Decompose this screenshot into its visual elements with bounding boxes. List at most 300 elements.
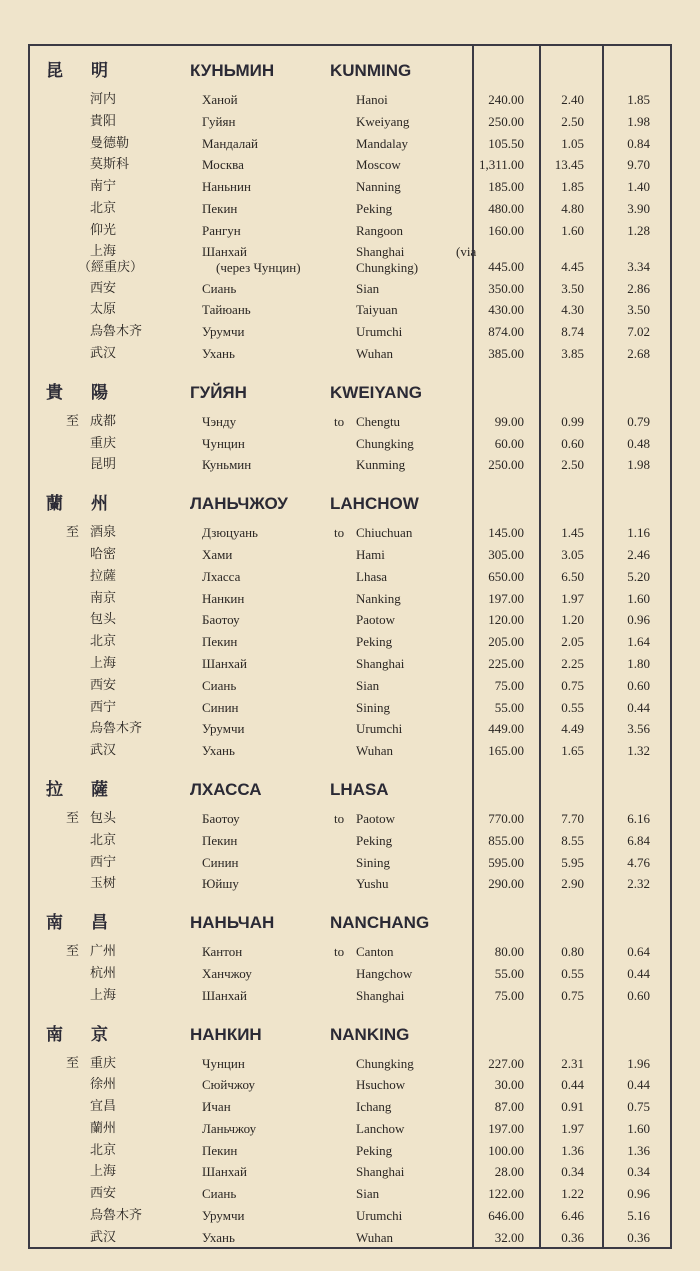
parcel-rate-value: 9.70 xyxy=(627,157,650,173)
destination-en: Shanghai xyxy=(356,655,405,671)
fare-value: 185.00 xyxy=(488,179,524,195)
fare-value: 225.00 xyxy=(488,655,524,671)
fare-value: 855.00 xyxy=(488,832,524,848)
fare-value: 145.00 xyxy=(488,525,524,541)
baggage-rate-value: 0.91 xyxy=(561,1099,584,1115)
destination-en: Peking xyxy=(356,634,393,650)
fare-value: 160.00 xyxy=(488,222,524,238)
destination-ru: Юйшу xyxy=(202,876,239,892)
parcel-rate-value: 1.60 xyxy=(627,1120,650,1136)
parcel-rate-value: 1.36 xyxy=(627,1142,650,1158)
parcel-rate-value: 0.36 xyxy=(627,1229,650,1245)
destination-prefix: 至 xyxy=(66,525,80,541)
destination-en: Shanghai xyxy=(356,1164,405,1180)
destination-prefix: 至 xyxy=(66,1055,80,1071)
destination-ru: Урумчи xyxy=(202,721,245,737)
table-row xyxy=(0,176,700,198)
destination-zh: 西安 xyxy=(90,1186,117,1202)
table-row xyxy=(0,1074,700,1096)
section-header xyxy=(0,909,700,937)
baggage-rate-value: 0.44 xyxy=(561,1077,584,1093)
destination-zh: 河内 xyxy=(90,92,117,107)
destination-zh: 包头 xyxy=(90,810,117,826)
parcel-rate-value: 0.60 xyxy=(627,677,650,693)
baggage-rate-value: 0.55 xyxy=(561,965,584,981)
destination-en: Wuhan xyxy=(356,1229,394,1245)
destination-en: Chiuchuan xyxy=(356,525,413,541)
destination-en: Wuhan xyxy=(356,743,394,759)
baggage-rate-value: 0.75 xyxy=(561,987,584,1003)
fare-value: 385.00 xyxy=(488,345,524,361)
baggage-rate-value: 8.74 xyxy=(561,324,584,340)
destination-ru: Ичан xyxy=(202,1099,231,1115)
fare-value: 165.00 xyxy=(488,743,524,759)
destination-zh: 西宁 xyxy=(90,854,117,870)
fare-value: 874.00 xyxy=(488,324,524,340)
destination-zh: 蘭州 xyxy=(90,1120,117,1136)
origin-city-en: KWEIYANG xyxy=(330,382,422,402)
origin-city-zh: 昆明 xyxy=(46,61,136,81)
destination-ru: Ухань xyxy=(202,1229,235,1245)
destination-ru: Пекин xyxy=(202,832,238,848)
destination-ru: Наньнин xyxy=(202,179,251,195)
parcel-rate-value: 0.64 xyxy=(627,944,650,960)
fare-value: 1,311.00 xyxy=(478,157,524,173)
destination-en: Sian xyxy=(356,280,380,296)
destination-ru: Сиань xyxy=(202,1186,237,1202)
parcel-rate-value: 7.02 xyxy=(627,324,650,340)
destination-ru: Куньмин xyxy=(202,457,252,473)
destination-en: Urumchi xyxy=(356,324,403,340)
destination-zh: 拉薩 xyxy=(90,568,117,584)
table-row xyxy=(0,830,700,852)
baggage-rate-value: 2.50 xyxy=(561,457,584,473)
baggage-rate-value: 0.99 xyxy=(561,413,584,429)
destination-prefix: 至 xyxy=(66,944,80,960)
baggage-rate-value: 2.25 xyxy=(561,655,584,671)
baggage-rate-value: 2.40 xyxy=(561,92,584,107)
table-row xyxy=(0,220,700,242)
destination-en: Chengtu xyxy=(356,413,401,429)
fare-value: 290.00 xyxy=(488,876,524,892)
fare-value: 32.00 xyxy=(494,1229,524,1245)
baggage-rate-value: 0.80 xyxy=(561,944,584,960)
origin-city-en: NANKING xyxy=(330,1024,410,1044)
destination-en: Wuhan xyxy=(356,345,394,361)
destination-ru: Чунцин xyxy=(202,1055,245,1071)
destination-ru: Урумчи xyxy=(202,1208,245,1224)
route-section xyxy=(0,490,700,762)
destination-en: Hami xyxy=(356,546,385,562)
parcel-rate-value: 1.98 xyxy=(627,457,650,473)
table-row xyxy=(0,1183,700,1205)
table-row xyxy=(0,343,700,365)
destination-en: Sining xyxy=(356,854,390,870)
baggage-rate-value: 0.55 xyxy=(561,699,584,715)
destination-zh: 烏魯木齐 xyxy=(90,324,143,340)
baggage-rate-value: 4.49 xyxy=(561,721,584,737)
table-row xyxy=(0,1205,700,1227)
destination-en-line xyxy=(356,243,477,260)
destination-ru-line: Шанхай xyxy=(202,243,247,259)
destination-en: Sian xyxy=(356,677,380,693)
destination-zh: 上海 xyxy=(90,655,117,671)
destination-zh: 北京 xyxy=(90,200,117,216)
origin-city-en: LHASA xyxy=(330,779,389,799)
table-row xyxy=(0,242,700,278)
table-row xyxy=(0,588,700,610)
destination-zh: 昆明 xyxy=(90,457,117,473)
baggage-rate-value: 8.55 xyxy=(561,832,584,848)
parcel-rate-value: 0.44 xyxy=(627,965,650,981)
fare-value: 80.00 xyxy=(494,944,524,960)
destination-en: Hsuchow xyxy=(356,1077,406,1093)
destination-ru: Хами xyxy=(202,546,233,562)
origin-city-zh: 蘭州 xyxy=(46,494,136,515)
destination-en: Lanchow xyxy=(356,1120,405,1136)
destination-ru: Сюйчжоу xyxy=(202,1077,256,1093)
fare-value: 55.00 xyxy=(494,965,524,981)
destination-ru: Москва xyxy=(202,157,244,173)
baggage-rate-value: 1.45 xyxy=(561,525,584,541)
destination-en: Peking xyxy=(356,200,393,216)
table-row xyxy=(0,852,700,874)
destination-zh: 杭州 xyxy=(90,965,117,981)
table-row xyxy=(0,609,700,631)
baggage-rate-value: 0.36 xyxy=(561,1229,584,1245)
baggage-rate-value: 7.70 xyxy=(561,810,584,826)
destination-ru: Гуйян xyxy=(202,113,236,129)
destination-zh: 武汉 xyxy=(90,345,117,361)
parcel-rate-value: 0.79 xyxy=(627,413,650,429)
destination-zh: 徐州 xyxy=(90,1077,117,1093)
parcel-rate-value: 2.86 xyxy=(627,280,650,296)
fare-value: 480.00 xyxy=(488,200,524,216)
baggage-rate-value: 1.60 xyxy=(561,222,584,238)
destination-zh: 重庆 xyxy=(90,1055,117,1071)
destination-en-via: (via xyxy=(456,243,477,259)
baggage-rate-value: 3.05 xyxy=(561,546,584,562)
destination-en: Peking xyxy=(356,1142,393,1158)
route-section xyxy=(0,379,700,476)
parcel-rate-value: 3.50 xyxy=(627,302,650,318)
table-row xyxy=(0,522,700,544)
destination-en: Sining xyxy=(356,699,390,715)
table-row xyxy=(0,873,700,895)
destination-zh-line: 上海 xyxy=(90,243,117,259)
parcel-rate-value: 1.40 xyxy=(627,179,650,195)
section-header xyxy=(0,379,700,407)
parcel-rate-value: 5.16 xyxy=(627,1208,650,1224)
fare-value: 350.00 xyxy=(488,280,524,296)
section-header xyxy=(0,490,700,518)
parcel-rate-value: 2.32 xyxy=(627,876,650,892)
parcel-rate-value: 0.44 xyxy=(627,699,650,715)
fare-value: 197.00 xyxy=(488,1120,524,1136)
parcel-rate-value: 0.96 xyxy=(627,1186,650,1202)
fare-value: 445.00 xyxy=(488,258,524,274)
destination-zh: 貴阳 xyxy=(90,113,117,129)
parcel-rate-value: 1.28 xyxy=(627,222,650,238)
origin-city-ru: КУНЬМИН xyxy=(190,61,275,80)
baggage-rate-value: 6.50 xyxy=(561,568,584,584)
table-row xyxy=(0,278,700,300)
destination-ru: Синин xyxy=(202,854,239,870)
parcel-rate-value: 1.96 xyxy=(627,1055,650,1071)
table-row xyxy=(0,985,700,1007)
baggage-rate-value: 1.97 xyxy=(561,590,584,606)
to-label: to xyxy=(334,810,345,826)
destination-en: Ichang xyxy=(356,1099,392,1115)
parcel-rate-value: 3.90 xyxy=(627,200,650,216)
origin-city-en: NANCHANG xyxy=(330,913,430,933)
origin-city-ru: ЛАНЬЧЖОУ xyxy=(190,494,288,514)
origin-city-ru: ЛХАССА xyxy=(190,779,262,799)
route-section xyxy=(0,1021,700,1249)
fare-value: 122.00 xyxy=(488,1186,524,1202)
baggage-rate-value: 2.50 xyxy=(561,113,584,129)
parcel-rate-value: 0.96 xyxy=(627,612,650,628)
baggage-rate-value: 1.36 xyxy=(561,1142,584,1158)
destination-zh: 玉树 xyxy=(90,876,117,892)
fare-table xyxy=(0,57,700,1263)
fare-value: 650.00 xyxy=(488,568,524,584)
destination-ru: Шанхай xyxy=(202,655,247,671)
destination-ru: Ланьчжоу xyxy=(202,1120,257,1136)
table-row xyxy=(0,941,700,963)
destination-zh: 哈密 xyxy=(90,546,117,562)
destination-prefix: 至 xyxy=(66,413,80,429)
destination-en: Yushu xyxy=(356,876,389,892)
destination-en: Chungking xyxy=(356,435,414,451)
fare-value: 227.00 xyxy=(488,1055,524,1071)
table-row xyxy=(0,740,700,762)
fare-value: 646.00 xyxy=(488,1208,524,1224)
baggage-rate-value: 4.45 xyxy=(561,258,584,274)
parcel-rate-value: 2.68 xyxy=(627,345,650,361)
origin-city-zh: 貴陽 xyxy=(46,382,136,403)
parcel-rate-value: 1.16 xyxy=(627,525,650,541)
destination-ru: Ухань xyxy=(202,743,235,759)
parcel-rate-value: 1.64 xyxy=(627,634,650,650)
parcel-rate-value: 6.16 xyxy=(627,810,650,826)
section-header xyxy=(0,1021,700,1049)
destination-zh: 南宁 xyxy=(90,179,117,195)
table-row xyxy=(0,718,700,740)
destination-ru: Тайюань xyxy=(202,302,251,318)
destination-zh: 北京 xyxy=(90,1142,117,1158)
parcel-rate-value: 1.80 xyxy=(627,655,650,671)
parcel-rate-value: 2.46 xyxy=(627,546,650,562)
destination-ru: Баотоу xyxy=(202,612,240,628)
parcel-rate-value: 0.84 xyxy=(627,135,650,151)
fare-value: 430.00 xyxy=(488,302,524,318)
fare-value: 305.00 xyxy=(488,546,524,562)
fare-value: 205.00 xyxy=(488,634,524,650)
destination-ru: Пекин xyxy=(202,200,238,216)
baggage-rate-value: 6.46 xyxy=(561,1208,584,1224)
baggage-rate-value: 1.65 xyxy=(561,743,584,759)
origin-city-zh: 拉薩 xyxy=(46,779,136,800)
destination-ru xyxy=(202,244,301,276)
destination-ru: Синин xyxy=(202,699,239,715)
fare-value: 100.00 xyxy=(488,1142,524,1158)
baggage-rate-value: 1.22 xyxy=(561,1186,584,1202)
destination-en: Kunming xyxy=(356,457,406,473)
destination-zh: 仰光 xyxy=(90,222,117,238)
table-row xyxy=(0,1118,700,1140)
destination-ru: Нанкин xyxy=(202,590,245,606)
table-row xyxy=(0,808,700,830)
destination-en-name: Shanghai xyxy=(356,243,405,259)
baggage-rate-value: 2.90 xyxy=(561,876,584,892)
table-row xyxy=(0,653,700,675)
destination-en: Taiyuan xyxy=(356,302,398,318)
table-row xyxy=(0,1096,700,1118)
to-label: to xyxy=(334,413,345,429)
destination-en: Rangoon xyxy=(356,222,403,238)
destination-ru: Шанхай xyxy=(202,1164,247,1180)
destination-en-note: Chungking) xyxy=(356,259,419,275)
baggage-rate-value: 1.85 xyxy=(561,179,584,195)
origin-city-en: KUNMING xyxy=(330,61,412,80)
destination-zh: 南京 xyxy=(90,590,117,606)
destination-en: Hanoi xyxy=(356,92,388,107)
destination-ru: Урумчи xyxy=(202,324,245,340)
destination-ru: Ухань xyxy=(202,345,235,361)
destination-ru: Кантон xyxy=(202,944,243,960)
destination-en: Sian xyxy=(356,1186,380,1202)
destination-en: Peking xyxy=(356,832,393,848)
destination-en: Hangchow xyxy=(356,965,413,981)
table-row xyxy=(0,675,700,697)
baggage-rate-value: 3.85 xyxy=(561,345,584,361)
fare-value: 105.50 xyxy=(488,135,524,151)
destination-ru: Рангун xyxy=(202,222,241,238)
destination-ru: Дзюцуань xyxy=(202,525,258,541)
parcel-rate-value: 3.34 xyxy=(627,258,650,274)
destination-en: Mandalay xyxy=(356,135,408,151)
destination-en: Paotow xyxy=(356,612,395,628)
destination-zh: 上海 xyxy=(90,987,117,1003)
destination-ru: Ханчжоу xyxy=(202,965,252,981)
destination-zh: 重庆 xyxy=(90,435,117,451)
fare-value: 240.00 xyxy=(488,92,524,107)
parcel-rate-value: 1.32 xyxy=(627,743,650,759)
parcel-rate-value: 4.76 xyxy=(627,854,650,870)
fare-value: 770.00 xyxy=(488,810,524,826)
route-section xyxy=(0,909,700,1006)
destination-zh: 烏魯木齐 xyxy=(90,1208,143,1224)
baggage-rate-value: 13.45 xyxy=(554,157,584,173)
destination-zh: 曼德勒 xyxy=(90,135,130,151)
destination-zh: 北京 xyxy=(90,634,117,650)
destination-zh: 烏魯木齐 xyxy=(90,721,143,737)
baggage-rate-value: 1.97 xyxy=(561,1120,584,1136)
destination-en: Urumchi xyxy=(356,1208,403,1224)
destination-zh: 成都 xyxy=(90,413,117,429)
to-label: to xyxy=(334,525,345,541)
destination-zh: 武汉 xyxy=(90,743,117,759)
destination-zh: 宜昌 xyxy=(90,1099,117,1115)
fare-value: 197.00 xyxy=(488,590,524,606)
fare-value: 75.00 xyxy=(494,987,524,1003)
route-section xyxy=(0,776,700,895)
parcel-rate-value: 0.48 xyxy=(627,435,650,451)
destination-ru: Сиань xyxy=(202,280,237,296)
table-row xyxy=(0,963,700,985)
destination-zh: 酒泉 xyxy=(90,525,117,541)
origin-city-ru: НАНКИН xyxy=(190,1024,262,1044)
baggage-rate-value: 1.20 xyxy=(561,612,584,628)
parcel-rate-value: 5.20 xyxy=(627,568,650,584)
origin-city-en: LAHCHOW xyxy=(330,494,419,514)
fare-value: 99.00 xyxy=(494,413,524,429)
baggage-rate-value: 0.60 xyxy=(561,435,584,451)
section-header xyxy=(0,776,700,804)
destination-zh: 太原 xyxy=(90,302,117,318)
fare-value: 30.00 xyxy=(494,1077,524,1093)
parcel-rate-value: 6.84 xyxy=(627,832,650,848)
fare-value: 60.00 xyxy=(494,435,524,451)
destination-en: Chungking xyxy=(356,1055,414,1071)
destination-en: Nanking xyxy=(356,590,401,606)
destination-en: Urumchi xyxy=(356,721,403,737)
baggage-rate-value: 1.05 xyxy=(561,135,584,151)
table-row xyxy=(0,154,700,176)
baggage-rate-value: 4.30 xyxy=(561,302,584,318)
fare-value: 55.00 xyxy=(494,699,524,715)
destination-ru: Пекин xyxy=(202,634,238,650)
section-header xyxy=(0,57,700,85)
parcel-rate-value: 0.60 xyxy=(627,987,650,1003)
destination-en: Nanning xyxy=(356,179,401,195)
parcel-rate-value: 3.56 xyxy=(627,721,650,737)
parcel-rate-value: 0.44 xyxy=(627,1077,650,1093)
fare-value: 120.00 xyxy=(488,612,524,628)
table-row xyxy=(0,198,700,220)
table-row xyxy=(0,697,700,719)
table-row xyxy=(0,1227,700,1249)
destination-ru: Чунцин xyxy=(202,435,245,451)
origin-city-zh: 南京 xyxy=(46,1024,136,1045)
baggage-rate-value: 5.95 xyxy=(561,854,584,870)
origin-city-ru: НАНЬЧАН xyxy=(190,913,275,933)
destination-ru: Пекин xyxy=(202,1142,238,1158)
table-row xyxy=(0,433,700,455)
baggage-rate-value: 4.80 xyxy=(561,200,584,216)
parcel-rate-value: 1.98 xyxy=(627,113,650,129)
parcel-rate-value: 1.60 xyxy=(627,590,650,606)
destination-en: Lhasa xyxy=(356,568,388,584)
destination-ru: Сиань xyxy=(202,677,237,693)
table-row xyxy=(0,321,700,343)
table-row xyxy=(0,133,700,155)
destination-ru: Мандалай xyxy=(202,135,258,151)
table-row xyxy=(0,299,700,321)
table-row xyxy=(0,1053,700,1075)
origin-city-ru: ГУЙЯН xyxy=(190,382,247,402)
destination-zh: 西宁 xyxy=(90,699,117,715)
destination-en: Kweiyang xyxy=(356,113,410,129)
baggage-rate-value: 0.34 xyxy=(561,1164,584,1180)
destination-en: Canton xyxy=(356,944,394,960)
table-row xyxy=(0,631,700,653)
destination-en xyxy=(356,243,477,276)
destination-zh: 莫斯科 xyxy=(90,157,130,173)
destination-zh xyxy=(78,243,144,276)
destination-ru: Шанхай xyxy=(202,987,247,1003)
